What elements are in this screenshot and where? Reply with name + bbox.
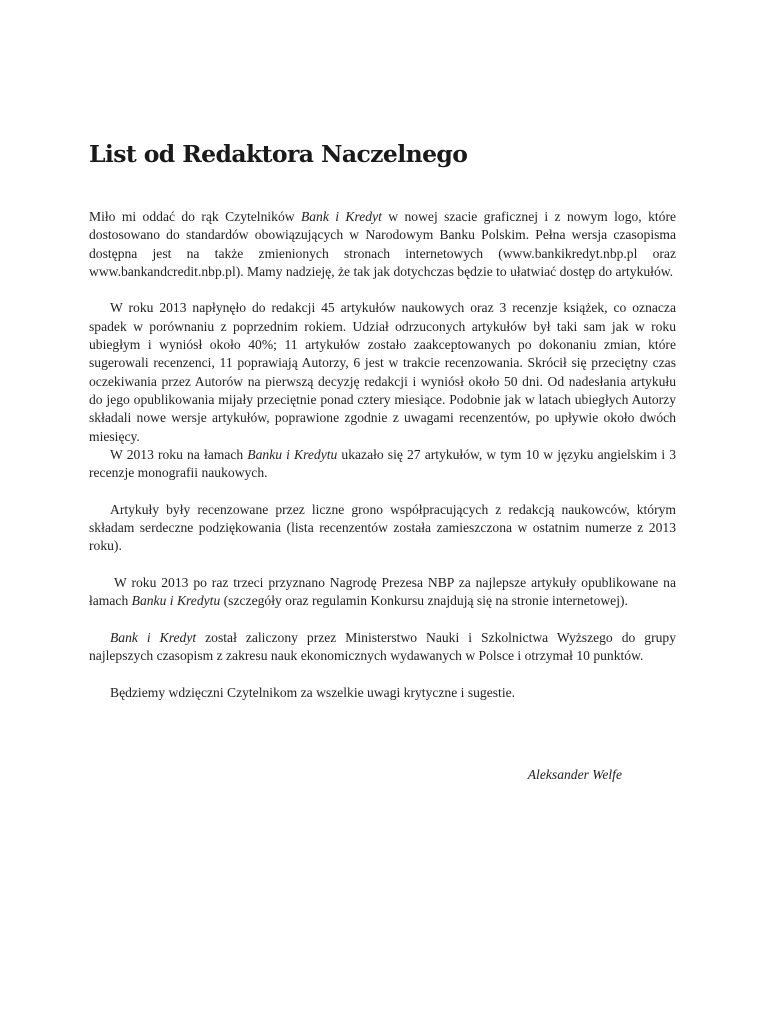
paragraph-ranking (89, 629, 676, 666)
paragraph-intro (89, 208, 676, 281)
paragraph-closing: Będziemy wdzięczni Czytelnikom za wszelkie uwagi krytyczne i sugestie. (110, 684, 516, 700)
paragraph-text: w nowej szacie graficznej i z nowym logo, które dostosowano do standardów obowiązujących w Narodowym Banku Polskim. Pełna wersja czasopisma dostępna jest na także zmienionych stronach internetowych (www.bankikredyt.nbp.pl oraz www.bankandcredit.nbp.pl). Mamy nadzieję, że tak jak dotychczas będzie to ułatwiać dostęp do artykułów. (89, 209, 677, 279)
paragraph-text: Miło mi oddać do rąk Czytelników (89, 209, 301, 224)
paragraph-text: W roku 2013 po raz trzeci przyznano Nagrodę Prezesa NBP za najlepsze artykuły opublikowane na łamach (89, 574, 676, 609)
journal-name: Bank i Kredyt (110, 629, 197, 645)
paragraph-award (89, 574, 676, 611)
paragraph-text: ukazało się 27 artykułów, w tym 10 w języku angielskim i 3 recenzje monografii naukowych. (89, 446, 677, 481)
paragraph-text: (szczegóły oraz regulamin Konkursu znajdują się na stronie internetowej). (220, 593, 628, 609)
journal-name: Bank i Kredyt (300, 209, 382, 224)
paragraph-text: W 2013 roku na łamach (110, 446, 248, 462)
paragraph-publications (89, 446, 676, 483)
paragraph-reviewers: Artykuły były recenzowane przez liczne grono współpracujących z redakcją naukowców, którym składam serdeczne podziękowania (lista recenzentów została zamieszczona w ostatnim numerze z 2013 roku). (89, 501, 676, 554)
journal-name: Banku i Kredytu (131, 593, 221, 609)
journal-name: Banku i Kredytu (247, 446, 338, 462)
paragraph-text: został zaliczony przez Ministerstwo Nauki i Szkolnictwa Wyższego do grupy najlepszych czasopism z zakresu nauk ekonomicznych wydawanych w Polsce i otrzymał 10 punktów. (89, 629, 676, 664)
letter-body (89, 208, 676, 702)
signature: Aleksander Welfe (527, 767, 622, 782)
paragraph-statistics: W roku 2013 napłynęło do redakcji 45 artykułów naukowych oraz 3 recenzje książek, co oznacza spadek w porównaniu z poprzednim rokiem. Udział odrzuconych artykułów był taki sam jak w roku ubiegłym i wyniósł około 40%; 11 artykułów zostało zaakceptowanych po dokonaniu zmian, które sugerowali recenzenci, 11 poprawiają Autorzy, 6 jest w trakcie recenzowania. Skrócił się przeciętny czas oczekiwania przez Autorów na pierwszą decyzję redakcji i wyniósł około 50 dni. Od nadesłania artykułu do jego opublikowania mijały przeciętnie ponad cztery miesiące. Podobnie jak w latach ubiegłych Autorzy składali nowe wersje artykułów, poprawione zgodnie z uwagami recenzentów, po upływie około dwóch miesięcy. (89, 300, 676, 444)
page-title: List od Redaktora Naczelnego (89, 140, 468, 168)
